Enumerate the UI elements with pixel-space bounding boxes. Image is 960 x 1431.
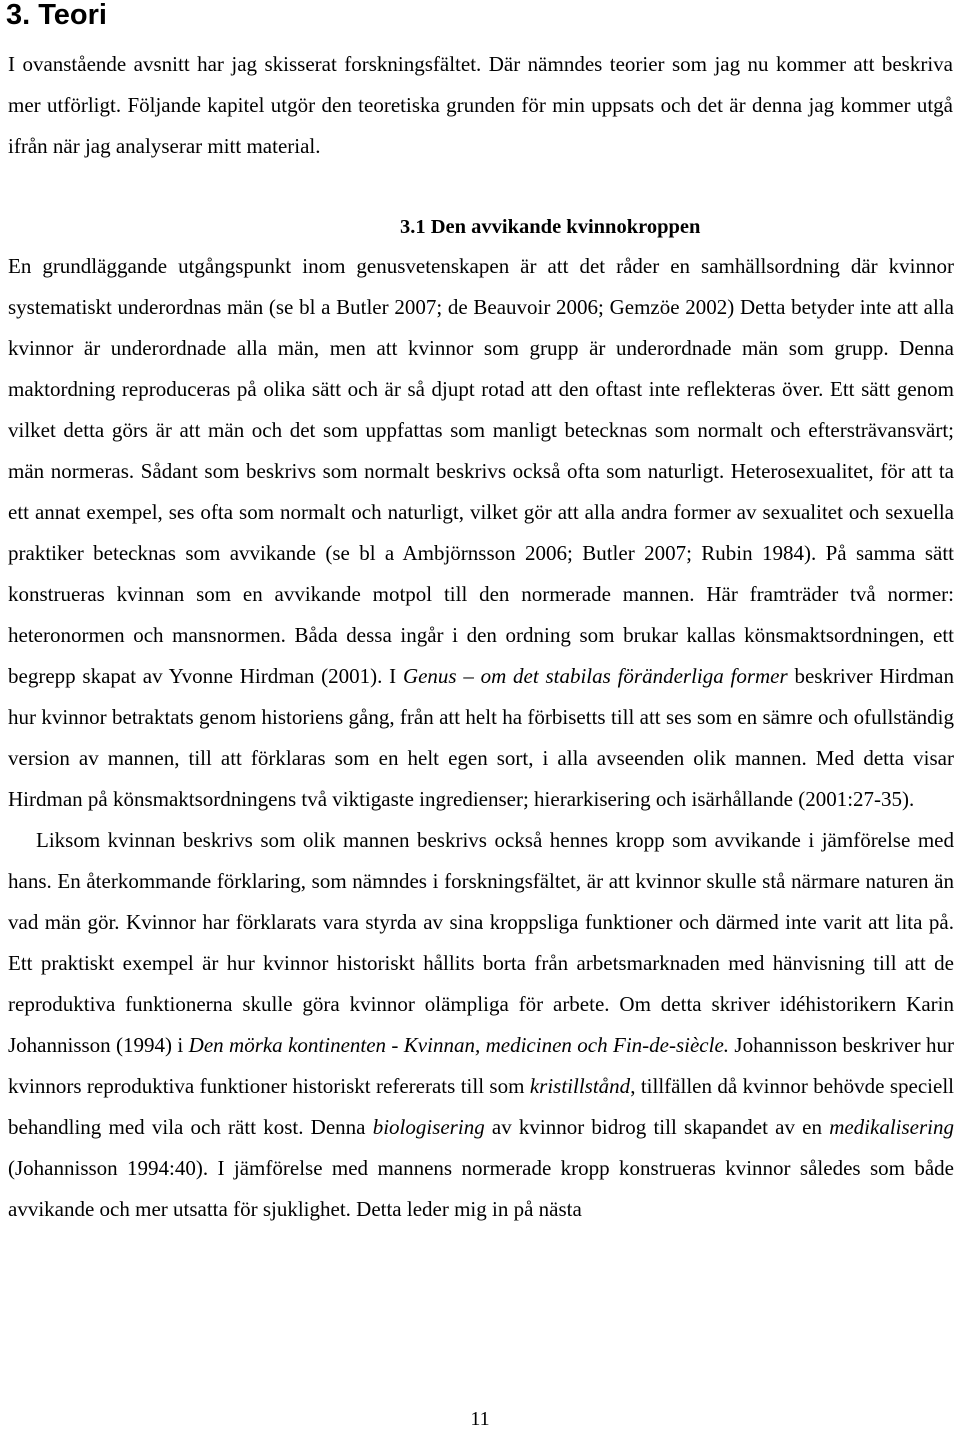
paragraph-2-text-a: Liksom kvinnan beskrivs som olik mannen beskrivs också hennes kropp som avvikande i jämförelse med hans. En återkommande förklaring, som nämndes i forskningsfältet, är att kvinnor skulle stå närmare naturen än vad män gör. Kvinnor har förklarats vara styrda av sina kroppsliga funktioner och därmed inte varit att lita på. Ett praktiskt exempel är hur kvinnor historiskt hållits borta från arbetsmarknaden med hänvisning till att de reproduktiva funktionerna skulle göra kvinnor olämpliga för arbete. Om detta skriver idéhistorikern Karin Johannisson (1994) i xyxy=(8,828,954,1057)
chapter-heading: 3. Teori xyxy=(6,0,107,31)
book-title-genus: Genus – om det stabilas föränderliga former xyxy=(402,664,788,688)
term-medikalisering: medikalisering xyxy=(829,1115,954,1139)
intro-paragraph: I ovanstående avsnitt har jag skisserat forskningsfältet. Där nämndes teorier som jag nu kommer att beskriva mer utförligt. Följande kapitel utgör den teoretiska grunden för min uppsats och det är denna jag kommer utgå ifrån när jag analyserar mitt material. xyxy=(8,52,953,158)
paragraph-1-text-a: En grundläggande utgångspunkt inom genusvetenskapen är att det råder en samhällsordning där kvinnor systematiskt underordnas män (se bl a Butler 2007; de Beauvoir 2006; Gemzöe 2002) Detta betyder inte att alla kvinnor är underordnade alla män, men att kvinnor som grupp är underordnade män som grupp. Denna maktordning reproduceras på olika sätt och är så djupt rotad att den oftast inte reflekteras över. Ett sätt genom vilket detta görs är att män och det som uppfattas som manligt betecknas som normalt och eftersträvansvärt; män normeras. Sådant som beskrivs som normalt beskrivs också ofta som naturligt. Heterosexualitet, för att ta ett annat exempel, ses ofta som normalt och naturligt, vilket gör att alla andra former av sexualitet och sexuella praktiker betecknas som avvikande (se bl a Ambjörnsson 2006; Butler 2007; Rubin 1984). På samma sätt konstrueras kvinnan som en avvikande motpol till den normerade mannen. Här framträder två normer: heteronormen och mansnormen. Båda dessa ingår i den ordning som brukar kallas könsmaktsordningen, ett begrepp skapat av Yvonne Hirdman (2001). I xyxy=(8,254,954,688)
paragraph-2-text-c: , tillfällen då kvinnor behövde speciell behandling med vila och rätt kost. Denna xyxy=(8,1074,954,1139)
paragraph-2-text-d: av kvinnor bidrog till skapandet av en xyxy=(484,1115,830,1139)
paragraph-1 xyxy=(8,246,954,820)
term-biologisering: biologisering xyxy=(372,1115,485,1139)
section-heading: 3.1 Den avvikande kvinnokroppen xyxy=(400,216,701,238)
paragraph-1-text-b: beskriver Hirdman hur kvinnor betraktats genom historiens gång, från att helt ha förbisetts till att ses som en sämre och ofullständig version av mannen, till att förklaras som en helt egen sort, i alla avseenden olik mannen. Med detta visar Hirdman på könsmaktsordningens två viktigaste ingredienser; hierarkisering och isärhållande (2001:27-35). xyxy=(8,664,954,811)
term-kristillstand: kristillstånd xyxy=(529,1074,631,1098)
paragraph-2 xyxy=(8,820,954,1230)
book-title-den-morka-kontinenten: Den mörka kontinenten - Kvinnan, medicinen och Fin-de-siècle. xyxy=(188,1033,730,1057)
paragraph-2-text-b: Johannisson beskriver hur kvinnors reproduktiva funktioner historiskt refererats till som xyxy=(8,1033,954,1098)
paragraph-2-text-e: (Johannisson 1994:40). I jämförelse med mannens normerade kropp konstrueras kvinnor således som både avvikande och mer utsatta för sjuklighet. Detta leder mig in på nästa xyxy=(8,1156,954,1221)
section-body xyxy=(8,246,954,1230)
page-number: 11 xyxy=(470,1408,490,1430)
